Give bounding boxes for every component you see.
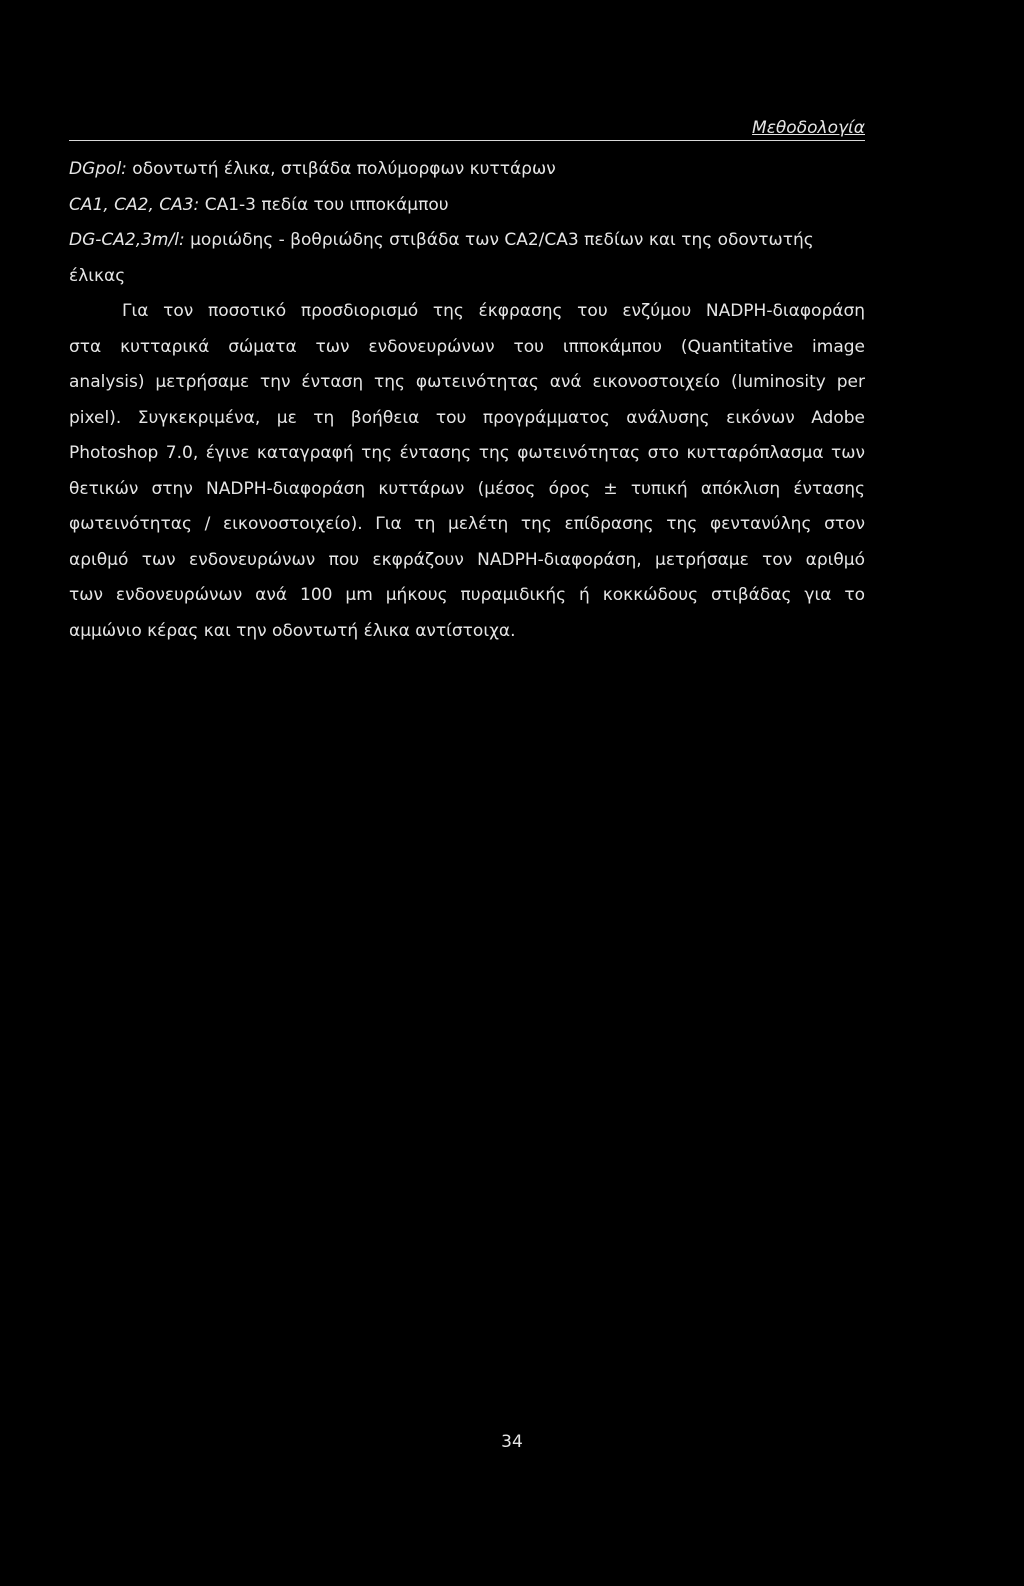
paragraph-line: στα κυτταρικά σώματα των ενδονευρώνων του ιπποκάμπου (Quantitative image — [69, 336, 865, 357]
paragraph-line: των ενδονευρώνων ανά 100 μm μήκους πυραμιδικής ή κοκκώδους στιβάδας για το — [69, 585, 865, 605]
page-number: 34 — [501, 1432, 523, 1452]
paragraph-line-last: αμμώνιο κέρας και την οδοντωτή έλικα αντίστοιχα. — [69, 620, 516, 641]
abbreviation-continuation: έλικας — [69, 265, 126, 286]
abbreviation-term: CA1, CA2, CA3: — [69, 194, 200, 215]
abbreviation-definition: οδοντωτή έλικα, στιβάδα πολύμορφων κυττάρων — [126, 159, 556, 179]
abbreviation-term: DGpol: — [69, 159, 127, 179]
paragraph-line: φωτεινότητας / εικονοστοιχείο). Για τη μελέτη της επίδρασης της φεντανύλης στον — [69, 514, 865, 534]
running-header-title: Μεθοδολογία — [752, 118, 865, 138]
abbreviation-dgpol — [69, 152, 865, 188]
paragraph-line: Για τον ποσοτικό προσδιορισμό της έκφρασης του ενζύμου NADPH-διαφοράση — [122, 301, 865, 321]
paragraph-line: Photoshop 7.0, έγινε καταγραφή της έντασης της φωτεινότητας στο κυτταρόπλασμα των — [69, 443, 865, 463]
header-rule — [69, 140, 865, 141]
paragraph-line: analysis) μετρήσαμε την ένταση της φωτεινότητας ανά εικονοστοιχείο (luminosity per — [69, 372, 865, 392]
abbreviation-term: DG-CA2,3m/l: — [69, 230, 185, 250]
paragraph-line: θετικών στην NADPH-διαφοράση κυττάρων (μέσος όρος ± τυπική απόκλιση έντασης — [69, 478, 865, 499]
paragraph-line: αριθμό των ενδονευρώνων που εκφράζουν NADPH-διαφοράση, μετρήσαμε τον αριθμό — [69, 549, 865, 570]
abbreviation-dg-ca — [69, 223, 865, 259]
abbreviation-definition: CA1-3 πεδία του ιπποκάμπου — [199, 194, 449, 215]
abbreviation-definition: μοριώδης - βοθριώδης στιβάδα των CA2/CA3 πεδίων και της οδοντωτής — [184, 230, 814, 250]
abbreviation-ca — [69, 188, 865, 224]
paragraph-line: pixel). Συγκεκριμένα, με τη βοήθεια του προγράμματος ανάλυσης εικόνων Adobe — [69, 407, 865, 428]
page-content — [69, 152, 865, 649]
